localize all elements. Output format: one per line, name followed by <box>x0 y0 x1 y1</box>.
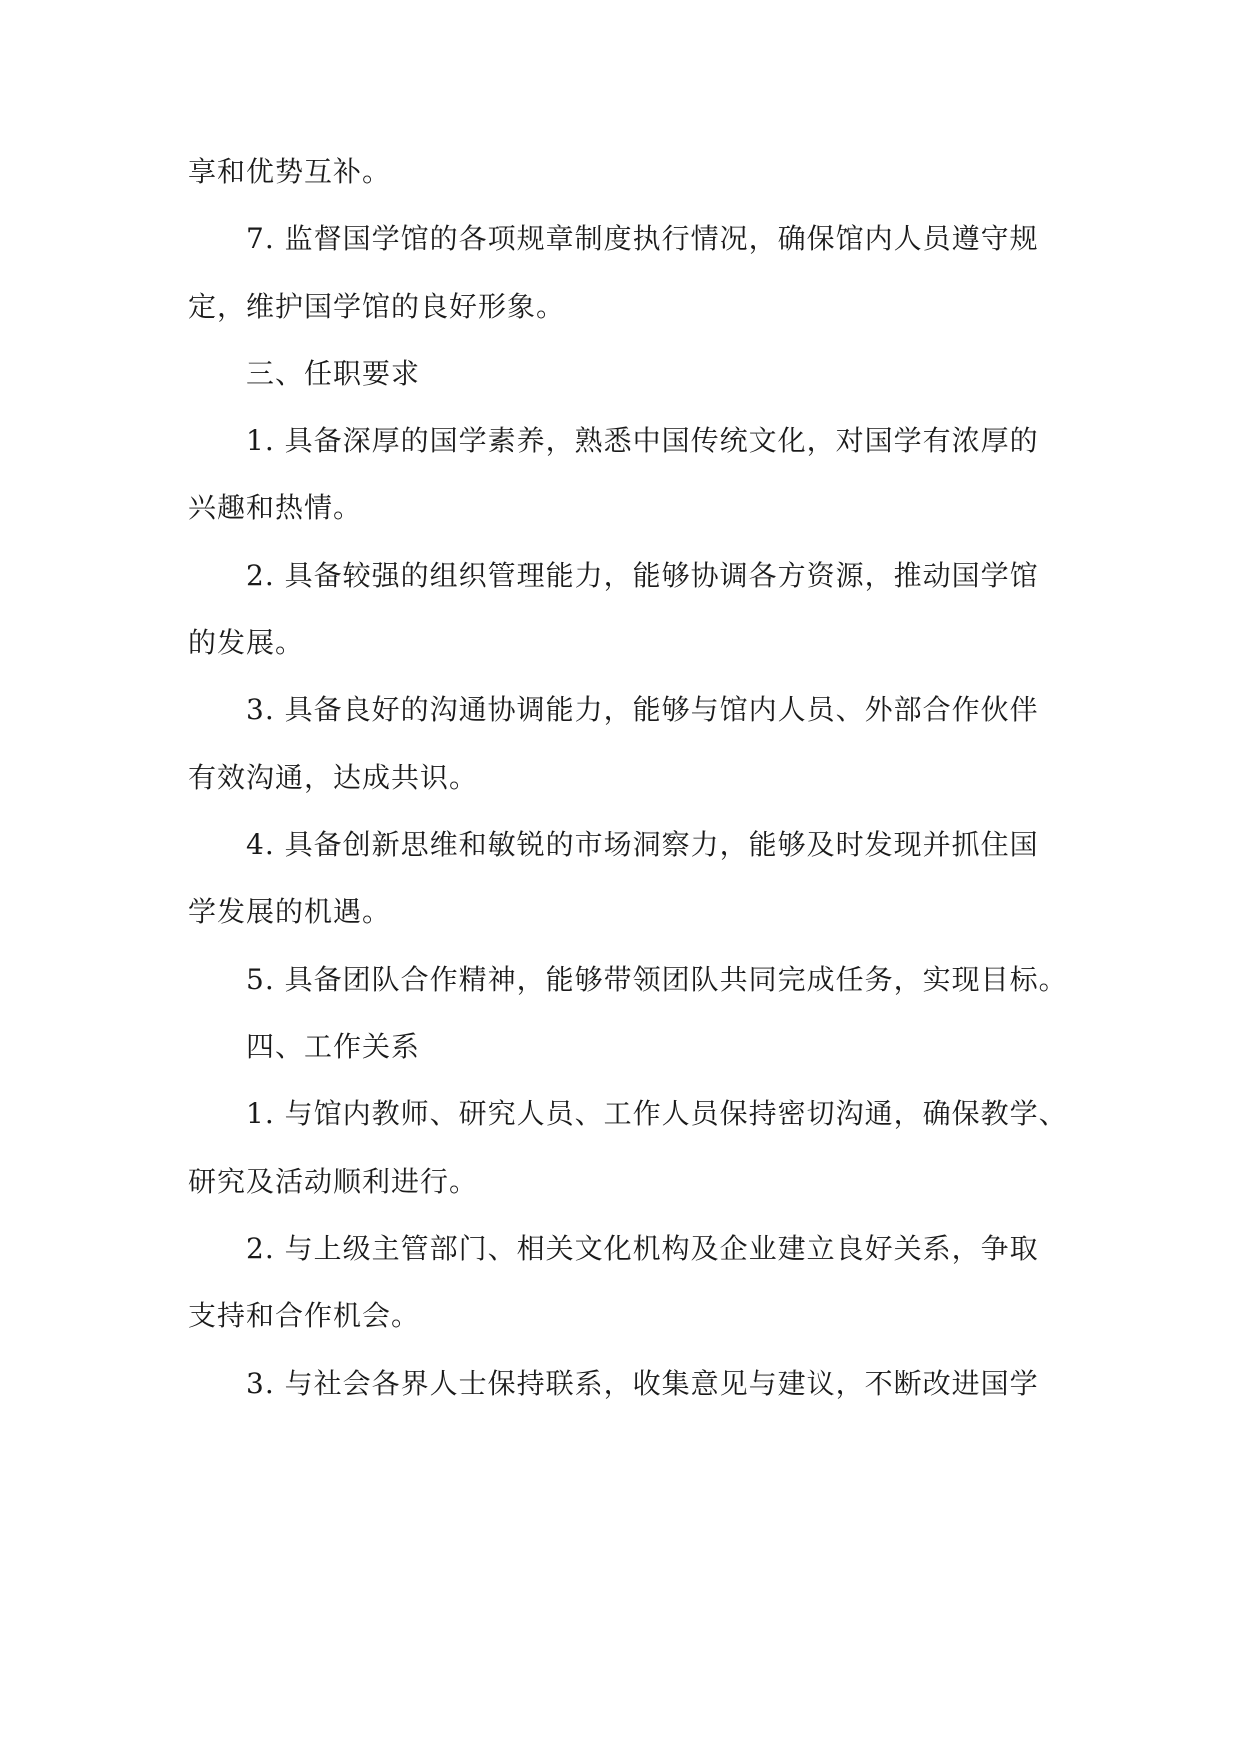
text-line: 享和优势互补。 <box>188 155 392 188</box>
text-line: 定，维护国学馆的良好形象。 <box>188 290 566 323</box>
text-line: 学发展的机遇。 <box>188 895 392 928</box>
section-heading-relations: 四、工作关系 <box>246 1030 421 1063</box>
requirement-item-5: 5. 具备团队合作精神，能够带领团队共同完成任务，实现目标。 <box>246 963 1068 996</box>
requirement-item-3: 3. 具备良好的沟通协调能力，能够与馆内人员、外部合作伙伴 <box>246 693 1039 726</box>
requirement-item-2: 2. 具备较强的组织管理能力，能够协调各方资源，推动国学馆 <box>246 559 1039 592</box>
text-line: 支持和合作机会。 <box>188 1299 421 1332</box>
relation-item-1: 1. 与馆内教师、研究人员、工作人员保持密切沟通，确保教学、 <box>246 1097 1068 1130</box>
requirement-item-4: 4. 具备创新思维和敏锐的市场洞察力，能够及时发现并抓住国 <box>246 828 1039 861</box>
relation-item-3: 3. 与社会各界人士保持联系，收集意见与建议，不断改进国学 <box>246 1367 1039 1400</box>
list-item-7: 7. 监督国学馆的各项规章制度执行情况，确保馆内人员遵守规 <box>246 222 1039 255</box>
text-line: 兴趣和热情。 <box>188 491 363 524</box>
requirement-item-1: 1. 具备深厚的国学素养，熟悉中国传统文化，对国学有浓厚的 <box>246 424 1039 457</box>
text-line: 的发展。 <box>188 626 305 659</box>
text-line: 有效沟通，达成共识。 <box>188 761 479 794</box>
relation-item-2: 2. 与上级主管部门、相关文化机构及企业建立良好关系，争取 <box>246 1232 1039 1265</box>
section-heading-requirements: 三、任职要求 <box>246 357 421 390</box>
text-line: 研究及活动顺利进行。 <box>188 1165 479 1198</box>
